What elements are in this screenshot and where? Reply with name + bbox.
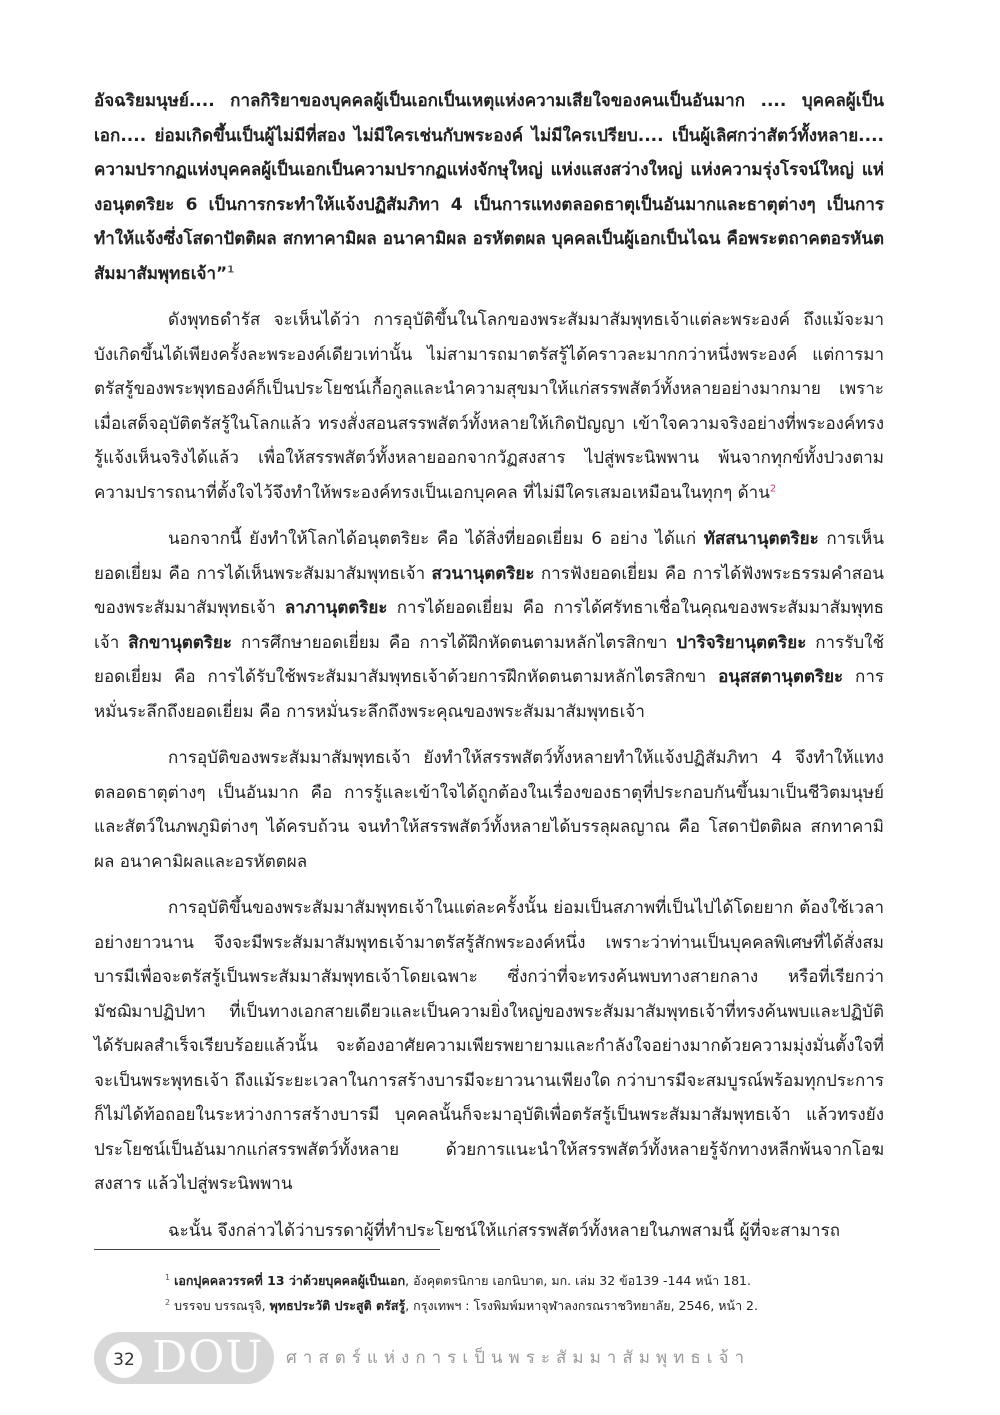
paragraph-1 bbox=[94, 303, 884, 510]
p2-text: การศึกษายอดเยี่ยม คือ การได้ฝึกหัดตนตามหลักไตรสิกขา bbox=[232, 632, 677, 653]
p2-text: การเห็นยอดเยี่ยม คือ การได้เห็นพระสัมมาสัมพุทธเจ้า bbox=[94, 529, 884, 584]
page-badge bbox=[94, 1332, 274, 1384]
footnote-ref-1[interactable]: 1 bbox=[227, 263, 235, 275]
term-tassana: ทัสสนานุตตริยะ bbox=[703, 529, 819, 549]
p2-text: นอกจากนี้ ยังทำให้โลกได้อนุตตริยะ คือ ได้สิ่งที่ยอดเยี่ยม 6 อย่าง ได้แก่ bbox=[168, 529, 704, 549]
footnote-2 bbox=[165, 1293, 885, 1318]
term-savana: สวนานุตตริยะ bbox=[431, 563, 535, 584]
p2-text: การฟังยอดเยี่ยม คือ การได้ฟังพระธรรมคำสอนของพระสัมมาสัมพุทธเจ้า bbox=[94, 563, 884, 618]
p2-text: การได้ยอดเยี่ยม คือ การได้ศรัทธาเชื่อในคุณของพระสัมมาสัมพุทธเจ้า bbox=[94, 598, 885, 653]
footnotes bbox=[165, 1268, 885, 1318]
paragraph-2 bbox=[94, 522, 884, 729]
p2-text: การหมั่นระลึกถึงยอดเยี่ยม คือ การหมั่นระลึกถึงพระคุณของพระสัมมาสัมพุทธเจ้า bbox=[94, 667, 885, 722]
footnote-2-number: 2 bbox=[165, 1297, 171, 1307]
term-sikkha: สิกขานุตตริยะ bbox=[128, 632, 233, 653]
term-labha: ลาภานุตตริยะ bbox=[284, 598, 388, 618]
p2-text: การรับใช้ยอดเยี่ยม คือ การได้รับใช้พระสัมมาสัมพุทธเจ้าด้วยการฝึกหัดตนตามหลักไตรสิกขา bbox=[94, 632, 884, 687]
paragraph-3: การอุบัติของพระสัมมาสัมพุทธเจ้า ยังทำให้สรรพสัตว์ทั้งหลายทำให้แจ้งปฏิสัมภิทา 4 จึงทำให้แทงตลอดธาตุต่างๆ เป็นอันมาก คือ การรู้และเข้าใจได้ถูกต้องในเรื่องของธาตุที่ประกอบกันขึ้นมาเป็นชีวิตมนุษย์และสัตว์ในภพภูมิต่างๆ ได้ครบถ้วน จนทำให้สรรพสัตว์ทั้งหลายได้บรรลุผลญาณ คือ โสดาปัตติผล สกทาคามิผล อนาคามิผลและอรหัตตผล bbox=[94, 748, 884, 872]
footnote-ref-2[interactable]: 2 bbox=[769, 482, 777, 494]
quote-paragraph bbox=[94, 84, 884, 291]
footnote-1 bbox=[165, 1268, 885, 1293]
term-paricariya: ปาริจริยานุตตริยะ bbox=[676, 632, 807, 653]
footnote-2-details: , กรุงเทพฯ : โรงพิมพ์มหาจุฬาลงกรณราชวิทยาลัย, 2546, หน้า 2. bbox=[405, 1298, 758, 1313]
footnote-1-title: เอกปุคคลวรรคที่ 13 ว่าด้วยบุคคลผู้เป็นเอก bbox=[174, 1273, 406, 1288]
paragraph-5: ฉะนั้น จึงกล่าวได้ว่าบรรดาผู้ที่ทำประโยชน์ให้แก่สรรพสัตว์ทั้งหลายในภพสามนี้ ผู้ที่จะสามารถ bbox=[168, 1220, 841, 1241]
footnote-2-author: บรรจบ บรรณรุจิ, bbox=[174, 1298, 270, 1313]
page-number: 32 bbox=[106, 1342, 142, 1378]
page-footer bbox=[94, 1330, 894, 1386]
running-title: ศาสตร์แห่งการเป็นพระสัมมาสัมพุทธเจ้า bbox=[286, 1348, 751, 1368]
footnote-2-title: พุทธประวัติ ประสูติ ตรัสรู้ bbox=[269, 1298, 406, 1313]
paragraph-1-text: ดังพุทธดำรัส จะเห็นได้ว่า การอุบัติขึ้นในโลกของพระสัมมาสัมพุทธเจ้าแต่ละพระองค์ ถึงแม้จะมาบังเกิดขึ้นได้เพียงครั้งละพระองค์เดียวเท่านั้น ไม่สามารถมาตรัสรู้ได้คราวละมากกว่าหนึ่งพระองค์ แต่การมาตรัสรู้ของพระพุทธองค์ก็เป็นประโยชน์เกื้อกูลและนำความสุขมาให้แก่สรรพสัตว์ทั้งหลายอย่างมากมาย เพราะเมื่อเสด็จอุบัติตรัสรู้ในโลกแล้ว ทรงสั่งสอนสรรพสัตว์ทั้งหลายให้เกิดปัญญา เข้าใจความจริงอย่างที่พระองค์ทรงรู้แจ้งเห็นจริงได้แล้ว เพื่อให้สรรพสัตว์ทั้งหลายออกจากวัฏสงสาร ไปสู่พระนิพพาน พ้นจากทุกข์ทั้งปวงตามความปรารถนาที่ตั้งใจไว้จึงทำให้พระองค์ทรงเป็นเอกบุคคล ที่ไม่มีใครเสมอเหมือนในทุกๆ ด้าน bbox=[94, 310, 884, 503]
footnote-1-details: , อังคุตตรนิกาย เอกนิบาต, มก. เล่ม 32 ข้อ139 -144 หน้า 181. bbox=[405, 1273, 751, 1288]
footnote-divider bbox=[94, 1249, 440, 1250]
paragraph-4: การอุบัติขึ้นของพระสัมมาสัมพุทธเจ้าในแต่ละครั้งนั้น ย่อมเป็นสภาพที่เป็นไปได้โดยยาก ต้องใช้เวลาอย่างยาวนาน จึงจะมีพระสัมมาสัมพุทธเจ้ามาตรัสรู้สักพระองค์หนึ่ง เพราะว่าท่านเป็นบุคคลพิเศษที่ได้สั่งสมบารมีเพื่อจะตรัสรู้เป็นพระสัมมาสัมพุทธเจ้าโดยเฉพาะ ซึ่งกว่าที่จะทรงค้นพบทางสายกลาง หรือที่เรียกว่า มัชฌิมาปฏิปทา ที่เป็นทางเอกสายเดียวและเป็นความยิ่งใหญ่ของพระสัมมาสัมพุทธเจ้าที่ทรงค้นพบและปฏิบัติได้รับผลสำเร็จเรียบร้อยแล้วนั้น จะต้องอาศัยความเพียรพยายามและกำลังใจอย่างมากด้วยความมุ่งมั่นตั้งใจที่จะเป็นพระพุทธเจ้า ถึงแม้ระยะเวลาในการสร้างบารมีจะยาวนานเพียงใด กว่าบารมีจะสมบูรณ์พร้อมทุกประการ ก็ไม่ได้ท้อถอยในระหว่างการสร้างบารมี บุคคลนั้นก็จะมาอุบัติเพื่อตรัสรู้เป็นพระสัมมาสัมพุทธเจ้า แล้วทรงยังประโยชน์เป็นอันมากแก่สรรพสัตว์ทั้งหลาย ด้วยการแนะนำให้สรรพสัตว์ทั้งหลายรู้จักทางหลีกพ้นจากโอฆสงสาร แล้วไปสู่พระนิพพาน bbox=[94, 898, 884, 1194]
footnote-1-number: 1 bbox=[165, 1272, 171, 1282]
dou-logo: DOU bbox=[152, 1332, 264, 1383]
quote-text: อัจฉริยมนุษย์.... กาลกิริยาของบุคคลผู้เป็นเอกเป็นเหตุแห่งความเสียใจของคนเป็นอันมาก .... บุคคลผู้เป็นเอก.... ย่อมเกิดขึ้นเป็นผู้ไม่มีที่สอง ไม่มีใครเช่นกับพระองค์ ไม่มีใครเปรียบ.... เป็นผู้เลิศกว่าสัตว์ทั้งหลาย.... ความปรากฏแห่งบุคคลผู้เป็นเอกเป็นความปรากฏแห่งจักษุใหญ่ แห่งแสงสว่างใหญ่ แห่งความรุ่งโรจน์ใหญ่ แห่งอนุตตริยะ 6 เป็นการกระทำให้แจ้งปฏิสัมภิทา 4 เป็นการแทงตลอดธาตุเป็นอันมากและธาตุต่างๆ เป็นการทำให้แจ้งซึ่งโสดาปัตติผล สกทาคามิผล อนาคามิผล อรหัตตผล บุคคลเป็นผู้เอกเป็นไฉน คือพระตถาคตอรหันตสัมมาสัมพุทธเจ้า” bbox=[94, 91, 884, 284]
main-text bbox=[94, 84, 884, 1260]
term-anussati: อนุสสตานุตตริยะ bbox=[718, 667, 844, 687]
